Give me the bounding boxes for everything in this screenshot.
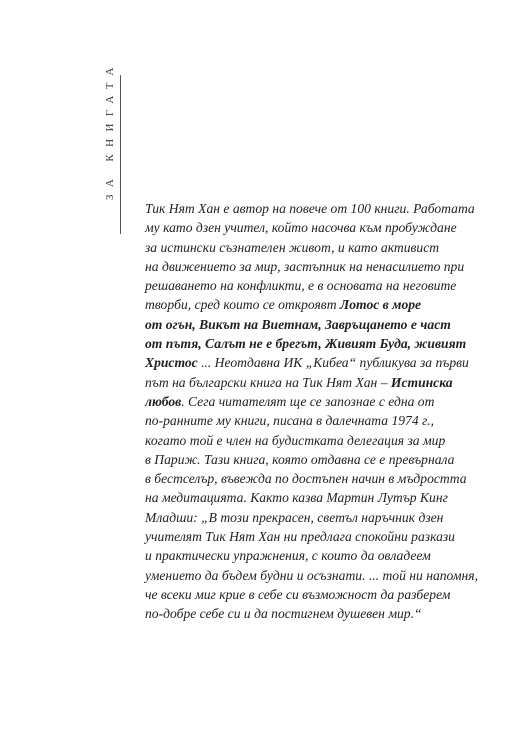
text-line — [145, 353, 469, 372]
text-line: по-добре себе си и да постигнем душевен мир.“ — [145, 606, 422, 622]
book-title: любов — [145, 393, 182, 409]
text-line — [145, 295, 455, 314]
book-titles-line: от огън, Викът на Виетнам, Завръщането е част — [145, 316, 451, 332]
text-line: Тик Нят Хан е автор на повече от 100 книги. Работата — [145, 201, 475, 216]
text-line — [145, 373, 455, 392]
book-titles-line: от пътя, Салът не е брегът, Живият Буда, живият — [145, 336, 467, 352]
text-line: в Париж. Тази книга, която отдавна се е превърнала — [145, 451, 455, 467]
text-segment: творби, сред които се откроявт — [145, 297, 340, 313]
text-line: когато той е член на будистката делегация за мир — [145, 432, 446, 448]
text-line: учителят Тик Нят Хан ни предлага спокойни разкази — [145, 529, 455, 545]
text-line: на движението за мир, застъпник на ненасилието при — [145, 258, 465, 274]
book-title: Христос — [145, 355, 198, 371]
text-line: му като дзен учител, който насочва към пробуждане — [145, 220, 457, 236]
text-line: в бестселър, въвежда по достъпен начин в мъдростта — [145, 471, 467, 487]
section-heading: ЗА КНИГАТА — [104, 60, 116, 200]
text-segment: ... Неотдавна ИК „Кибеа“ публикува за първи — [197, 355, 469, 371]
book-title: Лотос в море — [339, 297, 422, 313]
text-line: че всеки миг крие в себе си възможност да разберем — [145, 586, 451, 602]
about-book-text — [145, 199, 478, 624]
text-line: за истински съзнателен живот, и като активист — [145, 239, 440, 255]
text-line: Младши: „В този прекрасен, светъл наръчник дзен — [145, 509, 444, 525]
text-line: решаването на конфликти, е в основата на неговите — [145, 278, 457, 294]
text-line — [145, 392, 455, 411]
text-line: на медитацията. Както казва Мартин Лутър Кинг — [145, 490, 448, 506]
text-segment: . Сега читателят ще се запознае с една от — [181, 393, 435, 409]
text-line: умението да бъдем будни и осъзнати. ... той ни напомня, — [145, 567, 478, 583]
text-segment: път на български книга на Тик Нят Хан – — [145, 374, 391, 390]
text-line: по-ранните му книги, писана в далечната 1974 г., — [145, 413, 434, 429]
book-title: Истинска — [390, 374, 453, 390]
vertical-divider — [120, 75, 121, 234]
text-line: и практически упражнения, с които да овладеем — [145, 548, 431, 564]
